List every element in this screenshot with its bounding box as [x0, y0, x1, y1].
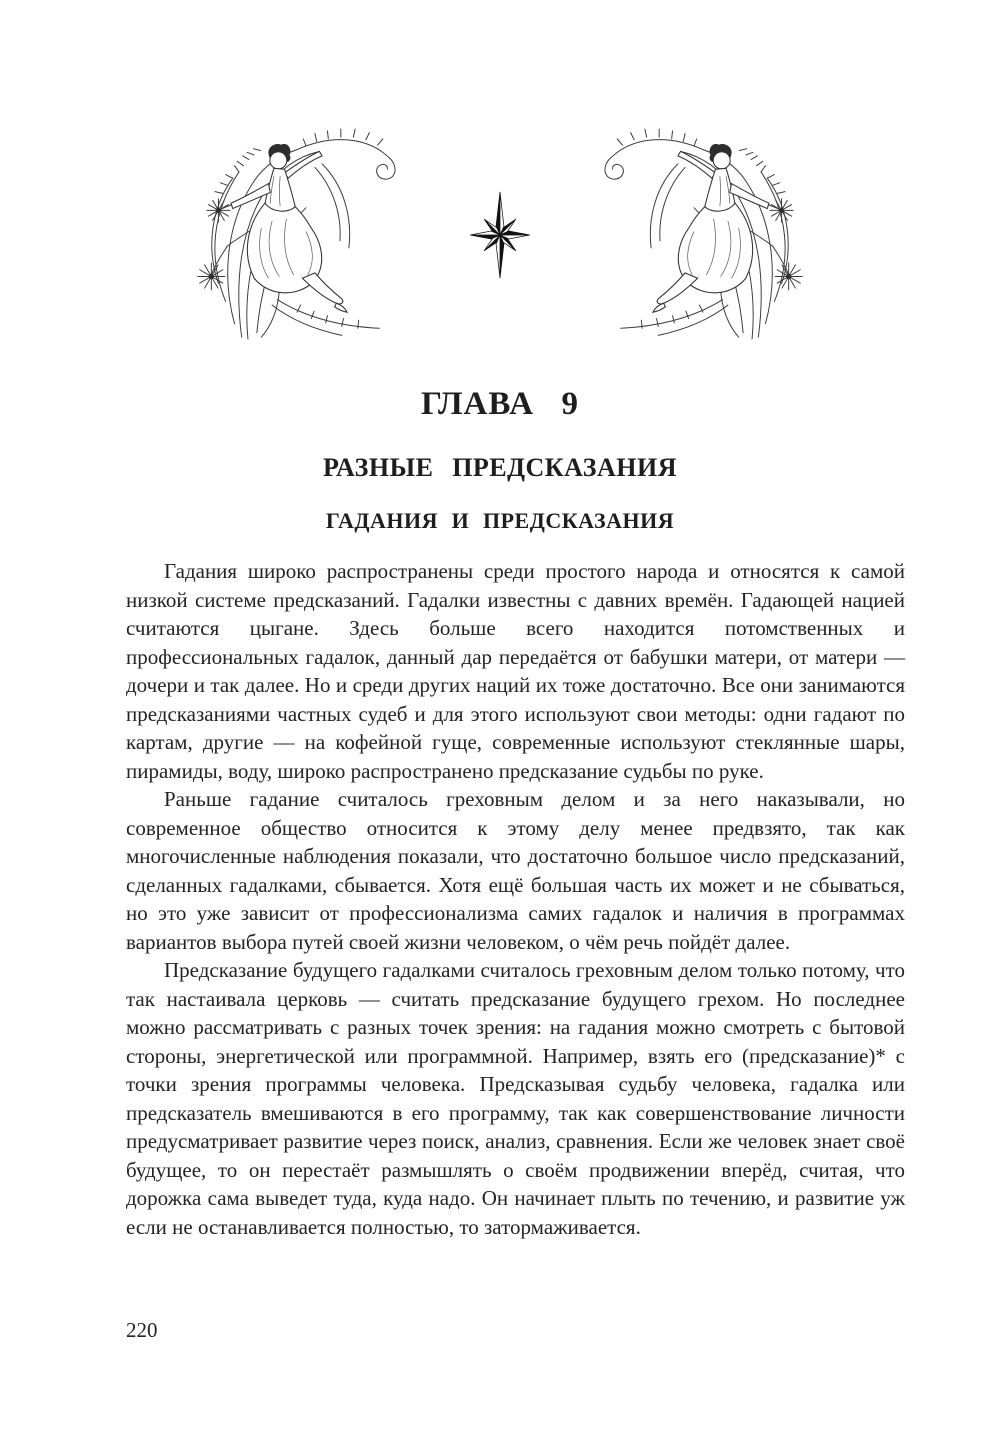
paragraph: Предсказание будущего гадалками считалось греховным делом только потому, что так настаивала церковь — считать предсказание будущего грехом. Но последнее можно рассматривать с разных точек зрения: на гадания можно смотреть с бытовой стороны, энергетической или программной. Например, взять его (предсказание)* с точки зрения программы человека. Предсказывая судьбу человека, гадалка или предсказатель вмешиваются в его программу, так как совершенствование личности предусматривает развитие через поиск, анализ, сравнения. Если же человек знает своё будущее, то он перестаёт размышлять о своём продвижении вперёд, считая, что дорожка сама выведет туда, куда надо. Он начинает плыть по течению, и развитие уж если не останавливается полностью, то затормаживается.: [126, 958, 905, 1239]
body-text: [126, 557, 905, 1241]
section-subtitle: ГАДАНИЯ И ПРЕДСКАЗАНИЯ: [325, 508, 675, 533]
paragraph: Раньше гадание считалось греховным делом и за него наказывали, но современное общество относится к этому делу менее предвзято, так как многочисленные наблюдения показали, что достаточно большое число предсказаний, сделанных гадалками, сбывается. Хотя ещё большая часть их может и не сбываться, но это уже зависит от профессионализма самих гадалок и наличия в программах вариантов выбора путей своей жизни человеком, о чём речь пойдёт далее.: [126, 787, 905, 954]
fairy-engraving-right-icon: [560, 111, 828, 349]
paragraph: Гадания широко распространены среди простого народа и относятся к самой низкой системе предсказаний. Гадалки известны с давних времён. Гадающей нацией считаются цыгане. Здесь больше всего находится потомственных и профессиональных гадалок, данный дар передаётся от бабушки матери, от матери — дочери и так далее. Но и среди других наций их тоже достаточно. Все они занимаются предсказаниями частных судеб и для этого используют свои методы: одни гадают по картам, другие — на кофейной гуще, современные используют стеклянные шары, пирамиды, воду, широко распространено предсказание судьбы по руке.: [126, 559, 905, 783]
page-number: 220: [126, 1318, 158, 1342]
compass-star-icon: [462, 189, 538, 281]
header-ornament: [0, 110, 1000, 350]
chapter-heading: ГЛАВА 9: [420, 386, 580, 422]
fairy-engraving-left-icon: [172, 111, 440, 349]
chapter-title: РАЗНЫЕ ПРЕДСКАЗАНИЯ: [322, 453, 678, 482]
